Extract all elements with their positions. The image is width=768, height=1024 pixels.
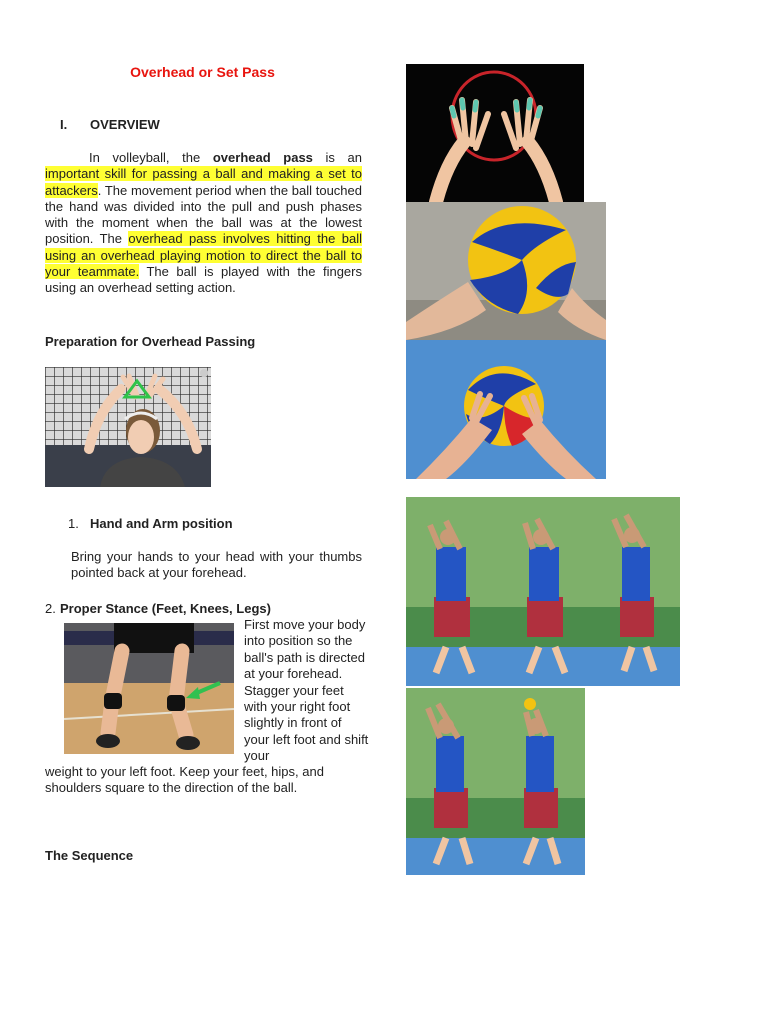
sequence-photo-row-1 — [406, 497, 680, 686]
overview-is: is an — [312, 150, 363, 165]
overview-middle: . The movement period when the ball touched the hand was divided into the pull and push phases with the moment when the ball was at the lowest position. The — [45, 182, 362, 247]
overview-highlight-1: important skill for passing a ball and making a set to attackers — [45, 166, 362, 198]
preparation-photo — [45, 367, 211, 487]
sequence-frame-2 — [499, 497, 592, 686]
overview-paragraph — [45, 150, 362, 297]
stance-number: 2. — [45, 601, 56, 616]
stance-heading: Proper Stance (Feet, Knees, Legs) — [60, 601, 271, 616]
stance-text-continued: weight to your left foot. Keep your feet, hips, and shoulders square to the direction of the ball. — [45, 764, 324, 796]
sequence-photo-row-2 — [406, 688, 585, 875]
hand-arm-text: Bring your hands to your head with your thumbs pointed back at your forehead. — [71, 549, 362, 581]
sequence-heading: The Sequence — [45, 848, 134, 863]
sequence-frame-4 — [406, 688, 496, 875]
overview-number: I. — [60, 117, 68, 132]
stance-photo — [64, 623, 234, 754]
ball-hands-photo — [406, 202, 606, 340]
overview-heading: OVERVIEW — [90, 117, 160, 132]
sequence-frame-3 — [592, 497, 680, 686]
hands-ring-photo — [406, 64, 584, 202]
hand-arm-number: 1. — [68, 516, 79, 531]
overview-bold-term: overhead pass — [212, 150, 313, 165]
sequence-frame-5 — [496, 688, 585, 875]
page-title: Overhead or Set Pass — [130, 64, 275, 80]
overview-highlight-2: overhead pass involves hitting the ball using an overhead playing motion to direct the ball to your teammate. — [45, 231, 363, 280]
sequence-frame-1 — [406, 497, 499, 686]
ball-sky-photo — [406, 340, 606, 479]
overview-end: The ball is played with the fingers using an overhead setting action. — [45, 264, 362, 296]
preparation-heading: Preparation for Overhead Passing — [45, 334, 256, 349]
overview-intro: In volleyball, the — [89, 150, 213, 165]
hand-arm-heading: Hand and Arm position — [90, 516, 233, 531]
stance-text-side: First move your body into position so the ball's path is directed at your forehead. Stagger your feet with your right foot slightly in front of your left foot and shift your — [244, 617, 369, 764]
